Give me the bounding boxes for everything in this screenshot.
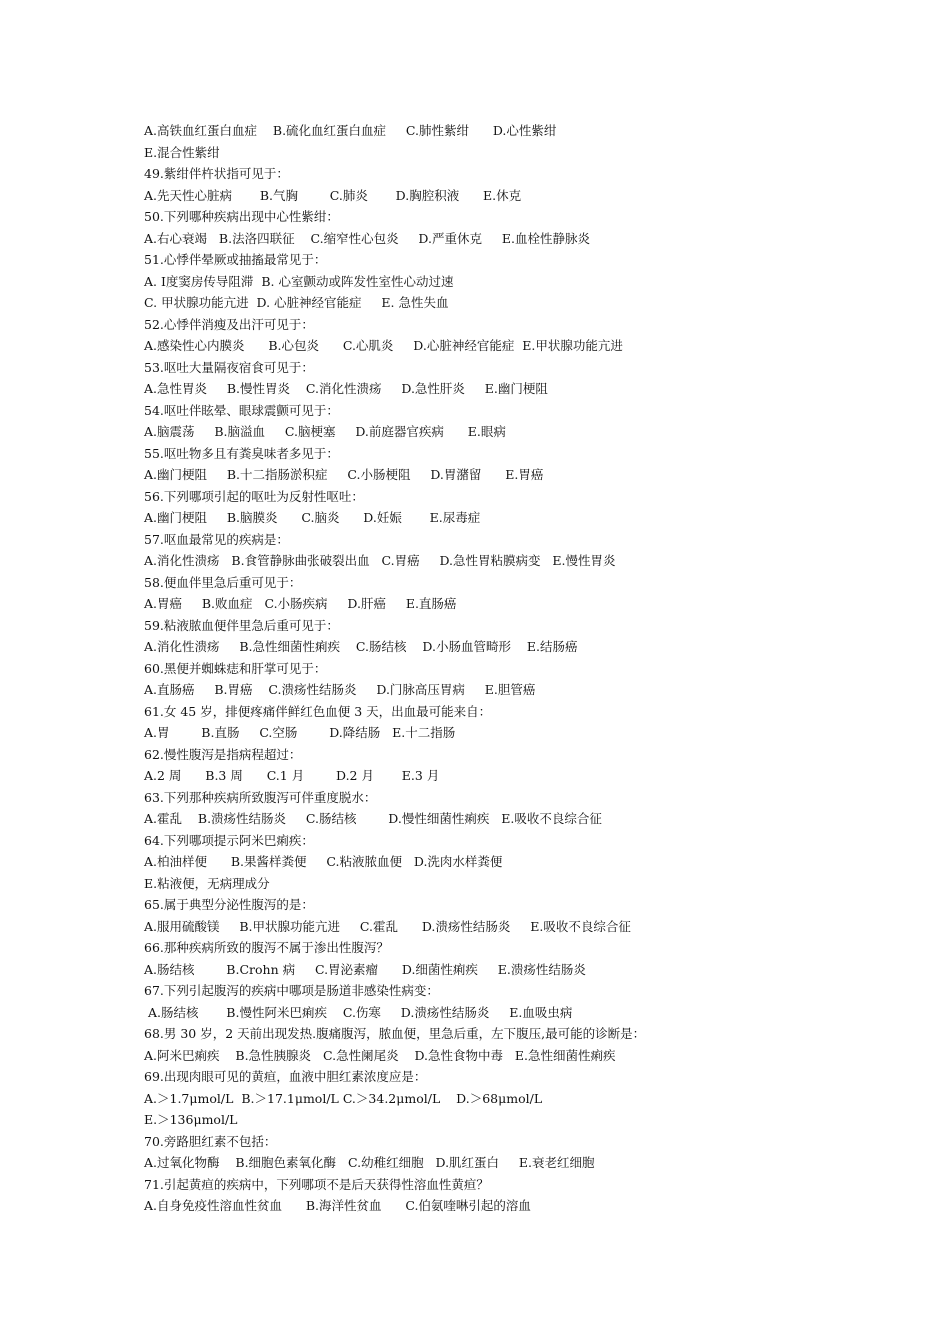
text-line: 63.下列那种疾病所致腹泻可伴重度脱水： (144, 789, 377, 805)
text-line: 58.便血伴里急后重可见于： (144, 574, 302, 590)
text-line: A.肠结核 B.慢性阿米巴痢疾 C.伤寒 D.溃疡性结肠炎 E.血吸虫病 (144, 1004, 573, 1020)
text-line: E.混合性紫绀 (144, 144, 220, 160)
text-line: A.消化性溃疡 B.食管静脉曲张破裂出血 C.胃癌 D.急性胃粘膜病变 E.慢性胃炎 (144, 553, 616, 568)
text-line: A. Ⅰ度窦房传导阻滞 B. 心室颤动或阵发性室性心动过速 (144, 273, 454, 289)
text-line: 65.属于典型分泌性腹泻的是： (144, 897, 314, 912)
text-line: A.自身免疫性溶血性贫血 B.海洋性贫血 C.伯氨喹啉引起的溶血 (144, 1198, 531, 1213)
text-line: 71.引起黄疸的疾病中，下列哪项不是后天获得性溶血性黄疸？ (144, 1176, 489, 1192)
text-line: A.柏油样便 B.果酱样粪便 C.粘液脓血便 D.洗肉水样粪便 (144, 854, 503, 869)
text-line: A.过氧化物酶 B.细胞色素氧化酶 C.幼稚红细胞 D.肌红蛋白 E.衰老红细胞 (144, 1155, 595, 1170)
text-line: 54.呕吐伴眩晕、眼球震颤可见于： (144, 402, 339, 418)
text-line: A.胃 B.直肠 C.空肠 D.降结肠 E.十二指肠 (144, 725, 456, 740)
text-line: A.右心衰竭 B.法洛四联征 C.缩窄性心包炎 D.严重休克 E.血栓性静脉炎 (144, 230, 590, 246)
text-line: A.＞1.7μmol/L B.＞17.1μmol/L C.＞34.2μmol/L D.＞68μmol/L (144, 1090, 543, 1106)
question-text-block (144, 120, 864, 1217)
text-line: 50.下列哪种疾病出现中心性紫绀： (144, 209, 339, 224)
text-line: A.消化性溃疡 B.急性细菌性痢疾 C.肠结核 D.小肠血管畸形 E.结肠癌 (144, 639, 578, 654)
text-line: 53.呕吐大量隔夜宿食可见于： (144, 359, 314, 375)
text-line: A.直肠癌 B.胃癌 C.溃疡性结肠炎 D.门脉高压胃病 E.胆管癌 (144, 682, 536, 697)
text-line: A.霍乱 B.溃疡性结肠炎 C.肠结核 D.慢性细菌性痢疾 E.吸收不良综合征 (144, 811, 602, 826)
text-line: A.服用硫酸镁 B.甲状腺功能亢进 C.霍乱 D.溃疡性结肠炎 E.吸收不良综合征 (144, 918, 631, 934)
text-line: A.肠结核 B.Crohn 病 C.胃泌素瘤 D.细菌性痢疾 E.溃疡性结肠炎 (144, 961, 586, 977)
text-line: 51.心悸伴晕厥或抽搐最常见于： (144, 252, 327, 267)
text-line: A.2 周 B.3 周 C.1 月 D.2 月 E.3 月 (144, 768, 440, 783)
text-line: C. 甲状腺功能亢进 D. 心脏神经官能症 E. 急性失血 (144, 295, 449, 310)
text-line: A.幽门梗阻 B.脑膜炎 C.脑炎 D.妊娠 E.尿毒症 (144, 510, 481, 525)
text-line: A.高铁血红蛋白血症 B.硫化血红蛋白血症 C.肺性紫绀 D.心性紫绀 (144, 123, 557, 138)
text-line: A.幽门梗阻 B.十二指肠淤积症 C.小肠梗阻 D.胃潴留 E.胃癌 (144, 467, 544, 482)
text-line: 66.那种疾病所致的腹泻不属于渗出性腹泻？ (144, 940, 389, 955)
text-line: 59.粘液脓血便伴里急后重可见于： (144, 617, 339, 633)
text-line: 60.黑便并蜘蛛痣和肝掌可见于： (144, 660, 327, 676)
text-line: E.粘液便，无病理成分 (144, 875, 270, 891)
text-line: 64.下列哪项提示阿米巴痢疾： (144, 832, 314, 848)
text-line: A.阿米巴痢疾 B.急性胰腺炎 C.急性阑尾炎 D.急性食物中毒 E.急性细菌性痢疾 (144, 1047, 616, 1063)
text-line: 49.紫绀伴杵状指可见于： (144, 166, 289, 181)
text-line: 56.下列哪项引起的呕吐为反射性呕吐： (144, 488, 364, 504)
text-line: A.脑震荡 B.脑溢血 C.脑梗塞 D.前庭器官疾病 E.眼病 (144, 424, 506, 439)
text-line: 67.下列引起腹泻的疾病中哪项是肠道非感染性病变： (144, 983, 439, 998)
text-line: 62.慢性腹泻是指病程超过： (144, 746, 302, 762)
text-line: A.感染性心内膜炎 B.心包炎 C.心肌炎 D.心脏神经官能症 E.甲状腺功能亢进 (144, 338, 623, 353)
text-line: E.＞136μmol/L (144, 1112, 238, 1127)
text-line: A.胃癌 B.败血症 C.小肠疾病 D.肝癌 E.直肠癌 (144, 596, 457, 611)
text-line: A.急性胃炎 B.慢性胃炎 C.消化性溃疡 D.急性肝炎 E.幽门梗阻 (144, 381, 548, 396)
text-line: 52.心悸伴消瘦及出汗可见于： (144, 316, 314, 332)
text-line: 61.女 45 岁，排便疼痛伴鲜红色血便 3 天，出血最可能来自： (144, 703, 492, 719)
text-line: 70.旁路胆红素不包括： (144, 1133, 277, 1149)
text-line: 69.出现肉眼可见的黄疸，血液中胆红素浓度应是： (144, 1069, 427, 1084)
text-line: A.先天性心脏病 B.气胸 C.肺炎 D.胸腔积液 E.休克 (144, 187, 522, 203)
text-line: 57.呕血最常见的疾病是： (144, 531, 289, 547)
text-line: 55.呕吐物多且有粪臭味者多见于： (144, 445, 339, 461)
text-line: 68.男 30 岁，2 天前出现发热.腹痛腹泻，脓血便，里急后重，左下腹压,最可能的诊断是： (144, 1026, 646, 1041)
